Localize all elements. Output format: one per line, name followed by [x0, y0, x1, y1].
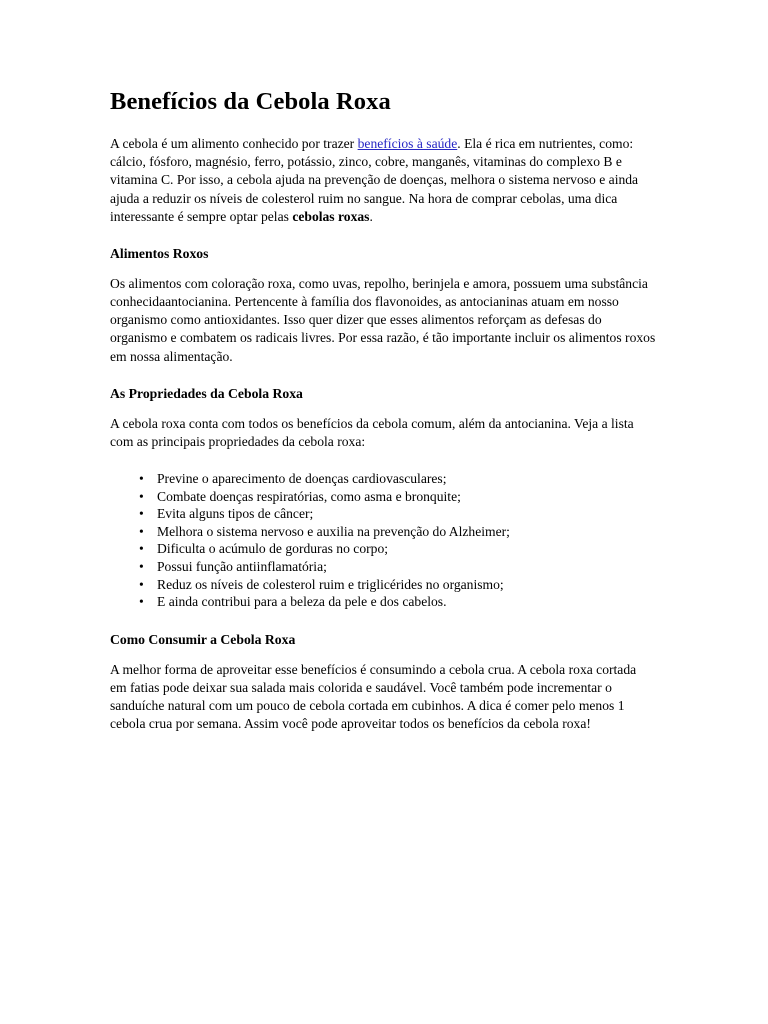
list-item-label: Reduz os níveis de colesterol ruim e triglicérides no organismo; [157, 576, 504, 592]
bullet-icon: • [139, 576, 144, 592]
bullet-icon: • [139, 594, 144, 610]
list-item [110, 540, 656, 558]
list-item-label: Melhora o sistema nervoso e auxilia na prevenção do Alzheimer; [157, 523, 510, 539]
list-item [110, 523, 656, 541]
paragraph-propriedades: A cebola roxa conta com todos os benefícios da cebola comum, além da antocianina. Veja a lista com as principais propriedades da cebola roxa: [110, 415, 634, 449]
list-item-label: Combate doenças respiratórias, como asma e bronquite; [157, 488, 461, 504]
list-item-label: Evita alguns tipos de câncer; [157, 506, 314, 522]
heading-como-consumir: Como Consumir a Cebola Roxa [110, 631, 296, 647]
list-item [110, 558, 656, 576]
bullet-icon: • [139, 506, 144, 522]
list-item [110, 470, 656, 488]
intro-bold-cebolas-roxas: cebolas roxas [292, 208, 370, 224]
intro-text-part3: . [369, 208, 373, 224]
intro-text-part2: . Ela é rica em nutrientes, como: cálcio, fósforo, magnésio, ferro, potássio, zinco, cobre, manganês, vitaminas do complexo B e vitamina C. Por isso, a cebola ajuda na prevenção de doenças, melhora o sistema nervoso e ainda ajuda a reduzir os níveis de colesterol ruim no sangue. Na hora de comprar cebolas, uma dica interessante é sempre optar pelas [110, 135, 639, 224]
paragraph-como-consumir: A melhor forma de aproveitar esse benefícios é consumindo a cebola crua. A cebola roxa cortada em fatias pode deixar sua salada mais colorida e saudável. Você também pode incrementar o sanduíche natural com um pouco de cebola cortada em cubinhos. A dica é comer pelo menos 1 cebola crua por semana. Assim você pode aproveitar todos os benefícios da cebola roxa! [110, 661, 637, 732]
beneficios-saude-link[interactable]: benefícios à saúde [357, 135, 458, 151]
bullet-icon: • [139, 541, 144, 557]
list-item [110, 593, 656, 611]
list-item-label: Previne o aparecimento de doenças cardiovasculares; [157, 470, 447, 486]
intro-text-part1: A cebola é um alimento conhecido por trazer [110, 135, 358, 151]
paragraph-alimentos-roxos: Os alimentos com coloração roxa, como uvas, repolho, berinjela e amora, possuem uma substância conhecidaantocianina. Pertencente à família dos flavonoides, as antocianinas atuam em nosso organismo como antioxidantes. Isso quer dizer que esses alimentos reforçam as defesas do organismo e combatem os radicais livres. Por essa razão, é tão importante incluir os alimentos roxos em nossa alimentação. [110, 275, 656, 364]
intro-paragraph [110, 135, 656, 226]
bullet-icon: • [139, 558, 144, 574]
list-item [110, 576, 656, 594]
bullet-icon: • [139, 523, 144, 539]
page-title: Benefícios da Cebola Roxa [110, 88, 391, 115]
propriedades-list [110, 470, 656, 611]
list-item-label: Dificulta o acúmulo de gorduras no corpo; [157, 541, 389, 557]
list-item-label: Possui função antiinflamatória; [157, 558, 327, 574]
list-item [110, 488, 656, 506]
list-item-label: E ainda contribui para a beleza da pele e dos cabelos. [157, 594, 447, 610]
list-item [110, 505, 656, 523]
document-body [110, 88, 656, 752]
bullet-icon: • [139, 470, 144, 486]
heading-alimentos-roxos: Alimentos Roxos [110, 245, 209, 261]
bullet-icon: • [139, 488, 144, 504]
heading-propriedades-cebola-roxa: As Propriedades da Cebola Roxa [110, 385, 303, 401]
